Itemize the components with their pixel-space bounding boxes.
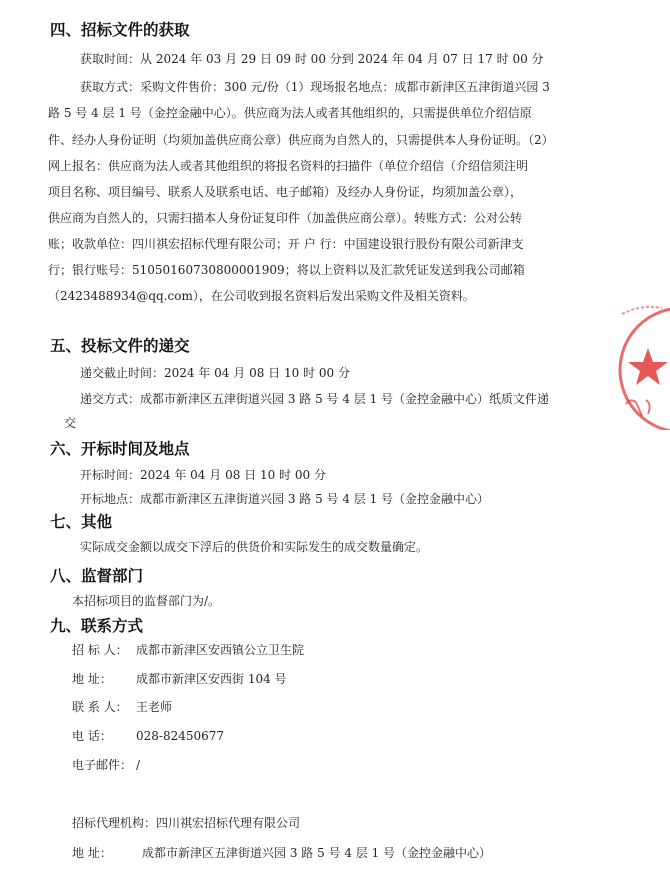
contact-row-person <box>72 694 172 720</box>
opening-time: 开标时间：2024 年 04 月 08 日 10 时 00 分 <box>80 468 326 482</box>
other-text: 实际成交金额以成交下浮后的供货价和实际发生的成交数量确定。 <box>80 540 429 554</box>
submission-method: 递交方式：成都市新津区五津街道兴园 3 路 5 号 4 层 1 号（金控金融中心）纸质文件递 <box>80 392 550 406</box>
contact-label: 电子邮件： <box>72 758 133 772</box>
contact-label: 招 标 人： <box>72 643 128 657</box>
contact-value: 成都市新津区安西街 104 号 <box>136 672 287 686</box>
supervision-text: 本招标项目的监督部门为/。 <box>72 594 221 608</box>
seal-star-icon <box>628 348 668 385</box>
section-4-line: 获取时间：从 2024 年 03 月 29 日 09 时 00 分到 2024 年 04 月 07 日 17 时 00 分 <box>80 52 544 66</box>
submission-method-cont: 交 <box>64 416 77 430</box>
section-4-heading: 四、招标文件的获取 <box>50 21 190 39</box>
section-4-line: 件、经办人身份证明（均须加盖供应商公章）供应商为自然人的，只需提供本人身份证明。（2） <box>48 133 554 147</box>
seal-svg <box>612 300 670 430</box>
section-4-line: 网上报名：供应商为法人或者其他组织的将报名资料的扫描件（单位介绍信（介绍信须注明 <box>48 159 529 173</box>
section-5-heading: 五、投标文件的递交 <box>50 337 190 355</box>
contact-row-phone <box>72 723 224 749</box>
contact-row-tenderer <box>72 637 304 663</box>
contact-row-email <box>72 752 140 778</box>
contact-label: 电 话： <box>72 729 112 743</box>
contact-value: 成都市新津区安西镇公立卫生院 <box>136 643 305 657</box>
section-8-heading: 八、监督部门 <box>50 567 144 585</box>
section-7-heading: 七、其他 <box>50 513 113 531</box>
submission-deadline: 递交截止时间：2024 年 04 月 08 日 10 时 00 分 <box>80 366 350 380</box>
agency-address-value: 成都市新津区五津街道兴园 3 路 5 号 4 层 1 号（金控金融中心） <box>142 846 492 860</box>
section-4-line: 路 5 号 4 层 1 号（金控金融中心）。供应商为法人或者其他组织的，只需提供单位介绍信原 <box>48 106 532 120</box>
section-6-heading: 六、开标时间及地点 <box>50 440 190 458</box>
agency-row <box>72 810 300 836</box>
section-4-line: 获取方式：采购文件售价：300 元/份（1）现场报名地点：成都市新津区五津街道兴园 3 <box>80 80 550 94</box>
agency-address-label: 地 址： <box>72 846 112 860</box>
opening-place: 开标地点：成都市新津区五津街道兴园 3 路 5 号 4 层 1 号（金控金融中心） <box>80 492 490 506</box>
section-9-heading: 九、联系方式 <box>50 617 144 635</box>
red-seal-stamp <box>612 300 670 430</box>
section-4-line: 行；银行账号：51050160730800001909；将以上资料以及汇款凭证发送到我公司邮箱 <box>48 263 525 277</box>
contact-row-address <box>72 666 287 692</box>
section-4-line: 供应商为自然人的，只需扫描本人身份证复印件（加盖供应商公章）。转账方式：公对公转 <box>48 211 523 225</box>
section-4-line: （2423488934@qq.com），在公司收到报名资料后发出采购文件及相关资料。 <box>48 289 475 303</box>
contact-label: 地 址： <box>72 672 112 686</box>
contact-value: 王老师 <box>136 700 173 714</box>
contact-value: / <box>136 758 141 772</box>
contact-label: 联 系 人： <box>72 700 128 714</box>
agency-value: 四川祺宏招标代理有限公司 <box>156 816 301 830</box>
section-4-line: 账；收款单位：四川祺宏招标代理有限公司；开 户 行：中国建设银行股份有限公司新津支 <box>48 237 524 251</box>
contact-value: 028-82450677 <box>136 729 225 743</box>
section-4-line: 项目名称、项目编号、联系人及联系电话、电子邮箱）及经办人身份证，均须加盖公章）， <box>48 185 523 199</box>
agency-label: 招标代理机构： <box>72 816 157 830</box>
agency-address-row <box>72 840 491 866</box>
